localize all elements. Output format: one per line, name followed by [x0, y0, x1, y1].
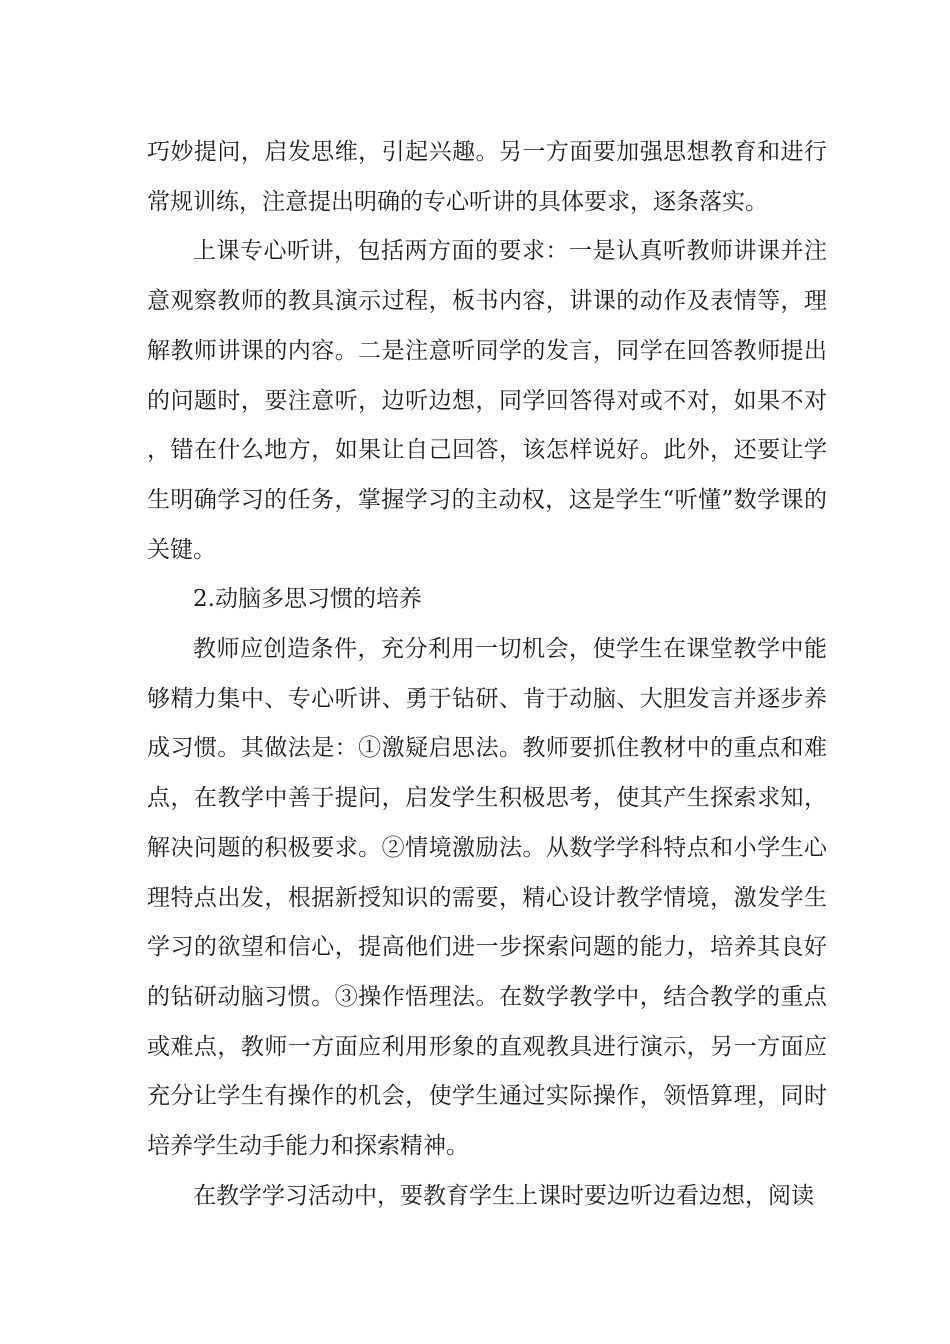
paragraph-listening-requirements: 上课专心听讲，包括两方面的要求：一是认真听教师讲课并注意观察教师的教具演示过程，板书内容，讲课的动作及表情等，理解教师讲课的内容。二是注意听同学的发言，同学在回答教师提出的问题时，要注意听，边听边想，同学回答得对或不对，如果不对，错在什么地方，如果让自己回答，该怎样说好。此外，还要让学生明确学习的任务，掌握学习的主动权，这是学生“听懂”数学课的关键。: [147, 238, 827, 563]
section-heading: 2.动脑多思习惯的培养: [193, 586, 422, 613]
paragraph-learning-activities: 在教学学习活动中，要教育学生上课时要边听边看边想，阅读: [193, 1182, 814, 1209]
document-body: [147, 128, 827, 1221]
paragraph-thinking-habits: 教师应创造条件，充分利用一切机会，使学生在课堂教学中能够精力集中、专心听讲、勇于钻研、肯于动脑、大胆发言并逐步养成习惯。其做法是：①激疑启思法。教师要抓住教材中的重点和难点，在教学中善于提问，启发学生积极思考，使其产生探索求知，解决问题的积极要求。②情境激励法。从数学学科特点和小学生心理特点出发，根据新授知识的需要，精心设计教学情境，激发学生学习的欲望和信心，提高他们进一步探索问题的能力，培养其良好的钻研动脑习惯。③操作悟理法。在数学教学中，结合教学的重点或难点，教师一方面应利用形象的直观教具进行演示，另一方面应充分让学生有操作的机会，使学生通过实际操作，领悟算理，同时培养学生动手能力和探索精神。: [147, 636, 827, 1160]
paragraph-continuation: 巧妙提问，启发思维，引起兴趣。另一方面要加强思想教育和进行常规训练，注意提出明确的专心听讲的具体要求，逐条落实。: [147, 139, 827, 215]
